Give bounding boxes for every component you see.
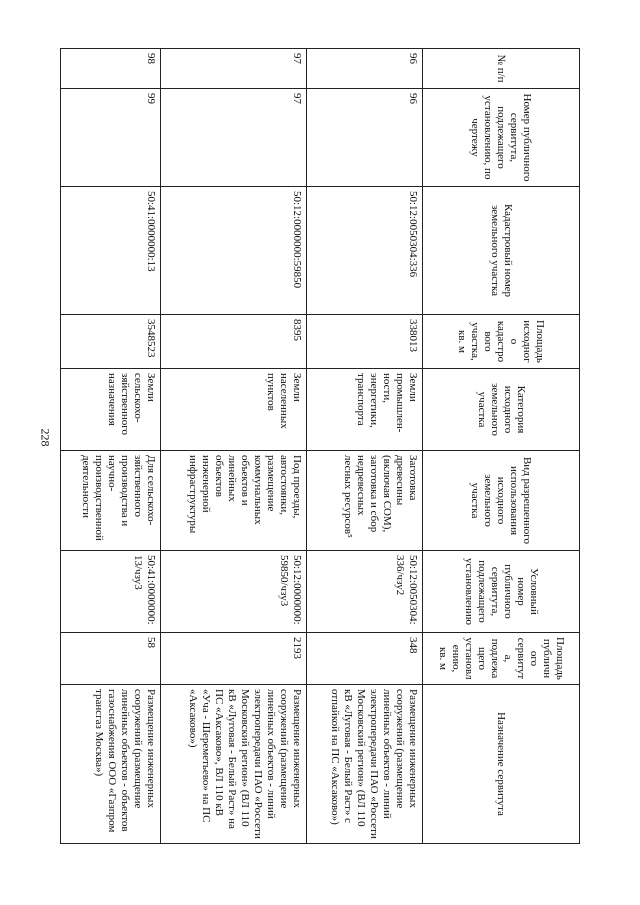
servitude-purpose: Размещение инженерных сооружений (размещение линейных объектов - линий электропередачи ПАО «Россети Московский регион» (ВЛ 110 кВ «Луговая - Белый Раст» с отпайкой на ПС «Аксаково») <box>307 685 423 844</box>
servitude-number: 96 <box>307 89 423 187</box>
cadastral-number: 50:12:0000000:59850 <box>161 187 307 315</box>
header-cell: Назначение сервитута <box>423 685 580 844</box>
servitude-area: 58 <box>61 633 161 685</box>
permitted-use: Для сельскохо-зяйственного производства и научно-производственной деятельности <box>61 451 161 551</box>
row-number: 96 <box>307 49 423 89</box>
servitude-area: 2193 <box>161 633 307 685</box>
page-number: 228 <box>38 428 53 447</box>
cadastral-number: 50:12:0050304:336 <box>307 187 423 315</box>
table-row <box>61 49 161 844</box>
permitted-use: Под проезды, автостоянки, размещение коммунальных объектов и линейных объектов инженерной инфраструктуры <box>161 451 307 551</box>
parcel-area: 3548523 <box>61 315 161 369</box>
land-category: Земли сельскохо-зяйственного назначения <box>61 369 161 451</box>
header-cell: Площадь публичного сервитута, подлежащего установлению, кв. м <box>423 633 580 685</box>
land-category: Земли населенных пунктов <box>161 369 307 451</box>
land-category: Земли промышлен-ности, энергетики, транспорта <box>307 369 423 451</box>
table-row <box>307 49 423 844</box>
servitude-purpose: Размещение инженерных сооружений (размещение линейных объектов - объектов газоснабжения ООО «Газпром трансгаз Москва») <box>61 685 161 844</box>
header-cell: Площадь исходного кадастрового участка, кв. м <box>423 315 580 369</box>
table-header-row <box>423 49 580 844</box>
servitude-number: 97 <box>161 89 307 187</box>
header-cell: Категория исходного земельного участка <box>423 369 580 451</box>
servitude-number: 99 <box>61 89 161 187</box>
conditional-number: 50:12:0050304:336/чзу2 <box>307 551 423 633</box>
cadastral-number: 50:41:0000000:13 <box>61 187 161 315</box>
conditional-number: 50:41:0000000:13/чзу3 <box>61 551 161 633</box>
servitude-area: 348 <box>307 633 423 685</box>
permitted-use: Заготовка древесины (включая СОМ), заготовка и сбор недревесных лесных ресурсов⁵ <box>307 451 423 551</box>
servitude-purpose: Размещение инженерных сооружений (размещение линейных объектов - линий электропередачи ПАО «Россети Московский регион» (ВЛ 110 кВ «Луговая - Белый Раст» на ПС «Аксаково», ВЛ 110 кВ «Уча - Шереметьево» на ПС «Аксаково») <box>161 685 307 844</box>
row-number: 98 <box>61 49 161 89</box>
header-cell: Вид разрешенного использования исходного земельного участка <box>423 451 580 551</box>
conditional-number: 50:12:0000000:59850/чзу3 <box>161 551 307 633</box>
header-cell: Кадастровый номер земельного участка <box>423 187 580 315</box>
parcel-area: 8395 <box>161 315 307 369</box>
header-cell: № п/п <box>423 49 580 89</box>
servitude-table <box>60 48 580 844</box>
table-row <box>161 49 307 844</box>
header-cell: Номер публичного сервитута, подлежащего установлению, по чертежу <box>423 89 580 187</box>
header-cell: Условный номер публичного сервитута, подлежащего установлению <box>423 551 580 633</box>
parcel-area: 338013 <box>307 315 423 369</box>
row-number: 97 <box>161 49 307 89</box>
document-table-container <box>60 48 580 843</box>
